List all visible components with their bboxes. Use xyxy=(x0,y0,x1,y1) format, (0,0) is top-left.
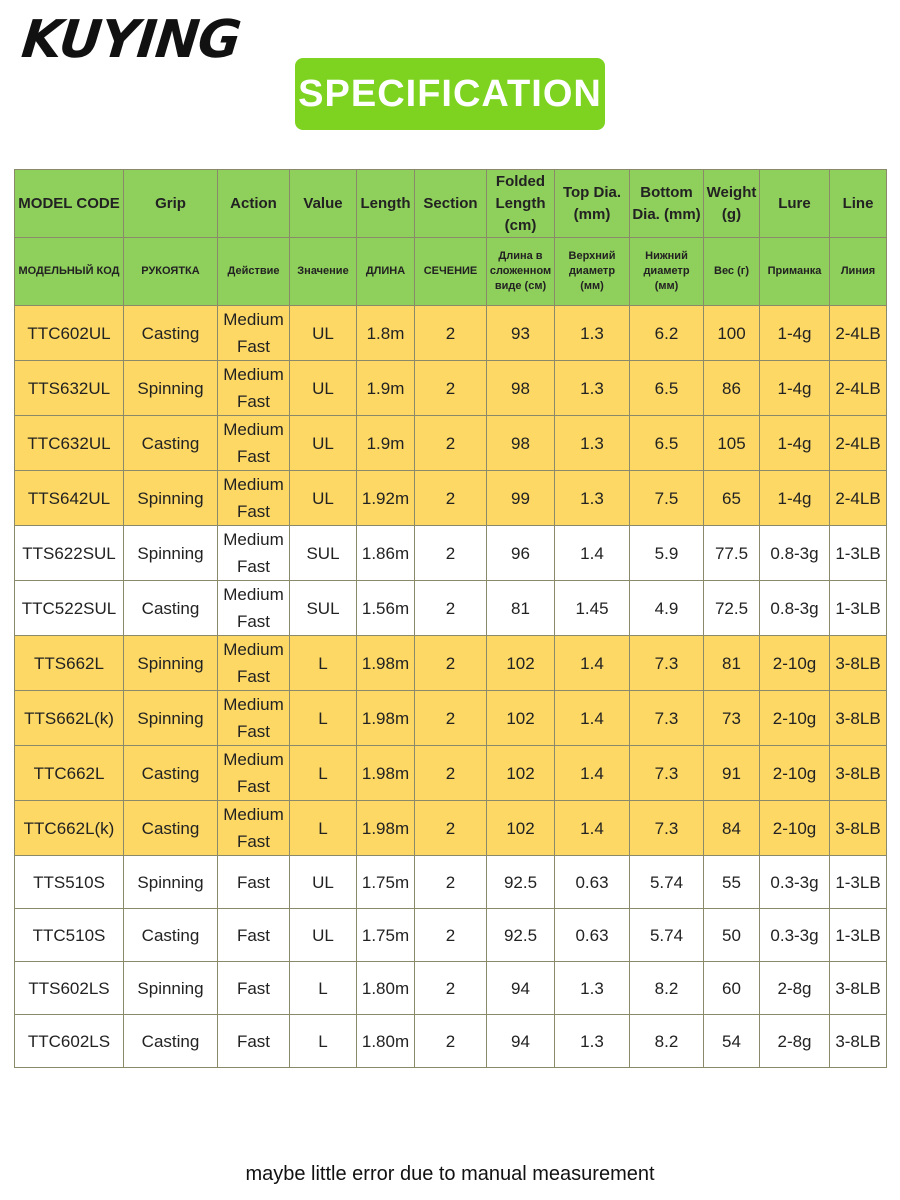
table-cell: Medium Fast xyxy=(218,306,290,361)
table-cell: 2-4LB xyxy=(830,471,887,526)
table-cell: 2 xyxy=(415,526,487,581)
table-cell: SUL xyxy=(290,581,357,636)
table-cell: 7.3 xyxy=(630,801,704,856)
table-row xyxy=(15,691,887,746)
table-cell: 2-4LB xyxy=(830,361,887,416)
column-header-russian: Действие xyxy=(218,238,290,306)
table-cell: Spinning xyxy=(124,962,218,1015)
table-cell: Casting xyxy=(124,306,218,361)
table-cell: 81 xyxy=(487,581,555,636)
column-header-russian: РУКОЯТКА xyxy=(124,238,218,306)
column-header: Value xyxy=(290,170,357,238)
table-row xyxy=(15,1015,887,1068)
table-cell: 1-4g xyxy=(760,471,830,526)
table-cell: 1.3 xyxy=(555,471,630,526)
table-cell: 3-8LB xyxy=(830,1015,887,1068)
table-cell: 2-10g xyxy=(760,636,830,691)
column-header: Bottom Dia. (mm) xyxy=(630,170,704,238)
table-cell: 2 xyxy=(415,746,487,801)
table-cell: Fast xyxy=(218,962,290,1015)
table-cell: UL xyxy=(290,416,357,471)
table-cell: 2-4LB xyxy=(830,416,887,471)
table-cell: TTS662L(k) xyxy=(15,691,124,746)
table-cell: Casting xyxy=(124,416,218,471)
table-cell: 0.8-3g xyxy=(760,581,830,636)
table-cell: Medium Fast xyxy=(218,801,290,856)
table-cell: 93 xyxy=(487,306,555,361)
column-header: Action xyxy=(218,170,290,238)
column-header: Top Dia. (mm) xyxy=(555,170,630,238)
table-cell: 5.9 xyxy=(630,526,704,581)
table-row xyxy=(15,471,887,526)
table-cell: 1-3LB xyxy=(830,526,887,581)
table-cell: 98 xyxy=(487,416,555,471)
table-cell: 6.5 xyxy=(630,361,704,416)
table-cell: 8.2 xyxy=(630,962,704,1015)
column-header-russian: МОДЕЛЬНЫЙ КОД xyxy=(15,238,124,306)
table-cell: 2-4LB xyxy=(830,306,887,361)
table-cell: 2-10g xyxy=(760,801,830,856)
table-cell: TTC632UL xyxy=(15,416,124,471)
column-header-russian: СЕЧЕНИЕ xyxy=(415,238,487,306)
table-cell: 5.74 xyxy=(630,909,704,962)
table-cell: 2 xyxy=(415,1015,487,1068)
table-cell: 4.9 xyxy=(630,581,704,636)
table-cell: Casting xyxy=(124,1015,218,1068)
table-cell: TTS632UL xyxy=(15,361,124,416)
table-cell: 84 xyxy=(704,801,760,856)
table-row xyxy=(15,581,887,636)
header-row-russian xyxy=(15,238,887,306)
table-cell: Medium Fast xyxy=(218,691,290,746)
table-cell: 1.80m xyxy=(357,962,415,1015)
table-cell: 1.3 xyxy=(555,306,630,361)
table-row xyxy=(15,856,887,909)
table-cell: 1.45 xyxy=(555,581,630,636)
table-cell: 60 xyxy=(704,962,760,1015)
table-cell: 2 xyxy=(415,361,487,416)
table-cell: 3-8LB xyxy=(830,691,887,746)
header-row-english xyxy=(15,170,887,238)
table-cell: 1.92m xyxy=(357,471,415,526)
table-cell: 100 xyxy=(704,306,760,361)
column-header-russian: Длина в сложенном виде (см) xyxy=(487,238,555,306)
table-cell: TTC662L(k) xyxy=(15,801,124,856)
table-cell: 3-8LB xyxy=(830,746,887,801)
table-cell: 1.75m xyxy=(357,909,415,962)
specification-badge: SPECIFICATION xyxy=(295,58,605,130)
table-cell: L xyxy=(290,962,357,1015)
table-cell: 2-10g xyxy=(760,691,830,746)
table-cell: 2 xyxy=(415,471,487,526)
table-cell: Casting xyxy=(124,801,218,856)
table-cell: L xyxy=(290,746,357,801)
table-cell: TTS602LS xyxy=(15,962,124,1015)
table-cell: Medium Fast xyxy=(218,471,290,526)
column-header-russian: Приманка xyxy=(760,238,830,306)
table-cell: 55 xyxy=(704,856,760,909)
table-cell: 1.98m xyxy=(357,746,415,801)
table-cell: UL xyxy=(290,909,357,962)
table-cell: 0.63 xyxy=(555,909,630,962)
table-cell: L xyxy=(290,801,357,856)
kuying-logo: KUYING xyxy=(18,10,244,70)
table-cell: 2 xyxy=(415,801,487,856)
table-cell: TTS510S xyxy=(15,856,124,909)
table-cell: 2-8g xyxy=(760,1015,830,1068)
table-cell: 7.3 xyxy=(630,636,704,691)
table-cell: Spinning xyxy=(124,471,218,526)
table-cell: TTC602UL xyxy=(15,306,124,361)
table-cell: TTC662L xyxy=(15,746,124,801)
column-header: Grip xyxy=(124,170,218,238)
table-cell: 3-8LB xyxy=(830,801,887,856)
table-cell: 50 xyxy=(704,909,760,962)
column-header: Line xyxy=(830,170,887,238)
column-header: Length xyxy=(357,170,415,238)
table-cell: TTS622SUL xyxy=(15,526,124,581)
table-cell: TTS662L xyxy=(15,636,124,691)
table-cell: Spinning xyxy=(124,361,218,416)
table-cell: 1.4 xyxy=(555,691,630,746)
column-header: Folded Length (cm) xyxy=(487,170,555,238)
table-cell: 1.3 xyxy=(555,361,630,416)
table-cell: 92.5 xyxy=(487,856,555,909)
table-cell: 1.4 xyxy=(555,746,630,801)
table-cell: TTC602LS xyxy=(15,1015,124,1068)
table-cell: 1.9m xyxy=(357,416,415,471)
table-cell: 98 xyxy=(487,361,555,416)
table-cell: 1.80m xyxy=(357,1015,415,1068)
table-cell: 2 xyxy=(415,909,487,962)
table-cell: 72.5 xyxy=(704,581,760,636)
table-cell: Casting xyxy=(124,909,218,962)
table-cell: 1.4 xyxy=(555,526,630,581)
table-row xyxy=(15,361,887,416)
table-cell: UL xyxy=(290,361,357,416)
table-cell: 2 xyxy=(415,306,487,361)
table-cell: 2 xyxy=(415,962,487,1015)
table-cell: 1.98m xyxy=(357,691,415,746)
table-cell: 6.2 xyxy=(630,306,704,361)
table-cell: UL xyxy=(290,306,357,361)
table-cell: Spinning xyxy=(124,526,218,581)
table-cell: 1-3LB xyxy=(830,856,887,909)
column-header-russian: Значение xyxy=(290,238,357,306)
table-cell: Medium Fast xyxy=(218,526,290,581)
table-cell: 0.63 xyxy=(555,856,630,909)
table-cell: L xyxy=(290,636,357,691)
column-header: Weight (g) xyxy=(704,170,760,238)
column-header-russian: Вес (г) xyxy=(704,238,760,306)
table-cell: 2 xyxy=(415,416,487,471)
table-cell: 1.3 xyxy=(555,1015,630,1068)
table-cell: 7.3 xyxy=(630,746,704,801)
table-cell: 1.3 xyxy=(555,962,630,1015)
table-row xyxy=(15,909,887,962)
table-cell: 105 xyxy=(704,416,760,471)
table-cell: 1.75m xyxy=(357,856,415,909)
table-cell: 102 xyxy=(487,691,555,746)
column-header-russian: Нижний диаметр (мм) xyxy=(630,238,704,306)
column-header: MODEL CODE xyxy=(15,170,124,238)
table-cell: 94 xyxy=(487,1015,555,1068)
table-cell: Medium Fast xyxy=(218,746,290,801)
table-cell: 86 xyxy=(704,361,760,416)
table-cell: 0.3-3g xyxy=(760,909,830,962)
table-row xyxy=(15,746,887,801)
table-cell: L xyxy=(290,691,357,746)
table-cell: Casting xyxy=(124,746,218,801)
table-cell: 1.3 xyxy=(555,416,630,471)
footnote: maybe little error due to manual measurement xyxy=(245,1163,655,1185)
table-cell: 1.4 xyxy=(555,801,630,856)
table-row xyxy=(15,636,887,691)
table-cell: 65 xyxy=(704,471,760,526)
table-body xyxy=(15,306,887,1068)
table-cell: 94 xyxy=(487,962,555,1015)
table-cell: 1-4g xyxy=(760,306,830,361)
table-cell: 73 xyxy=(704,691,760,746)
column-header: Section xyxy=(415,170,487,238)
column-header-russian: Верхний диаметр (мм) xyxy=(555,238,630,306)
table-cell: 2 xyxy=(415,856,487,909)
table-cell: 1.9m xyxy=(357,361,415,416)
table-cell: 2 xyxy=(415,581,487,636)
table-cell: 81 xyxy=(704,636,760,691)
table-cell: Spinning xyxy=(124,691,218,746)
table-cell: 2-8g xyxy=(760,962,830,1015)
table-cell: Spinning xyxy=(124,636,218,691)
table-cell: 102 xyxy=(487,801,555,856)
table-cell: 0.8-3g xyxy=(760,526,830,581)
table-cell: Spinning xyxy=(124,856,218,909)
table-cell: 2-10g xyxy=(760,746,830,801)
table-cell: Medium Fast xyxy=(218,416,290,471)
table-cell: 1.4 xyxy=(555,636,630,691)
table-cell: 1-4g xyxy=(760,416,830,471)
table-cell: 102 xyxy=(487,746,555,801)
table-cell: 1.56m xyxy=(357,581,415,636)
table-cell: 7.3 xyxy=(630,691,704,746)
table-cell: UL xyxy=(290,471,357,526)
table-cell: 3-8LB xyxy=(830,962,887,1015)
specification-table xyxy=(14,169,887,1068)
column-header-russian: Линия xyxy=(830,238,887,306)
table-cell: SUL xyxy=(290,526,357,581)
table-cell: 2 xyxy=(415,691,487,746)
table-row xyxy=(15,306,887,361)
table-cell: 1-3LB xyxy=(830,581,887,636)
table-cell: 92.5 xyxy=(487,909,555,962)
table-cell: 1.98m xyxy=(357,801,415,856)
table-cell: 99 xyxy=(487,471,555,526)
table-cell: 7.5 xyxy=(630,471,704,526)
table-cell: Fast xyxy=(218,856,290,909)
column-header-russian: ДЛИНА xyxy=(357,238,415,306)
table-cell: 96 xyxy=(487,526,555,581)
table-cell: Medium Fast xyxy=(218,636,290,691)
table-cell: UL xyxy=(290,856,357,909)
table-cell: TTC510S xyxy=(15,909,124,962)
table-cell: 1.98m xyxy=(357,636,415,691)
table-cell: 54 xyxy=(704,1015,760,1068)
table-cell: 8.2 xyxy=(630,1015,704,1068)
table-row xyxy=(15,416,887,471)
table-cell: 77.5 xyxy=(704,526,760,581)
table-cell: 1-4g xyxy=(760,361,830,416)
table-cell: 5.74 xyxy=(630,856,704,909)
table-cell: Medium Fast xyxy=(218,361,290,416)
table-cell: 1.86m xyxy=(357,526,415,581)
table-cell: 91 xyxy=(704,746,760,801)
table-cell: 0.3-3g xyxy=(760,856,830,909)
table-row xyxy=(15,526,887,581)
table-cell: 102 xyxy=(487,636,555,691)
table-cell: 1.8m xyxy=(357,306,415,361)
table-cell: 1-3LB xyxy=(830,909,887,962)
table-cell: 6.5 xyxy=(630,416,704,471)
table-cell: TTS642UL xyxy=(15,471,124,526)
table-cell: Fast xyxy=(218,909,290,962)
table-cell: 2 xyxy=(415,636,487,691)
table-cell: Casting xyxy=(124,581,218,636)
table-row xyxy=(15,801,887,856)
column-header: Lure xyxy=(760,170,830,238)
table-cell: Fast xyxy=(218,1015,290,1068)
table-cell: Medium Fast xyxy=(218,581,290,636)
table-cell: TTC522SUL xyxy=(15,581,124,636)
table-row xyxy=(15,962,887,1015)
table-cell: 3-8LB xyxy=(830,636,887,691)
table-cell: L xyxy=(290,1015,357,1068)
